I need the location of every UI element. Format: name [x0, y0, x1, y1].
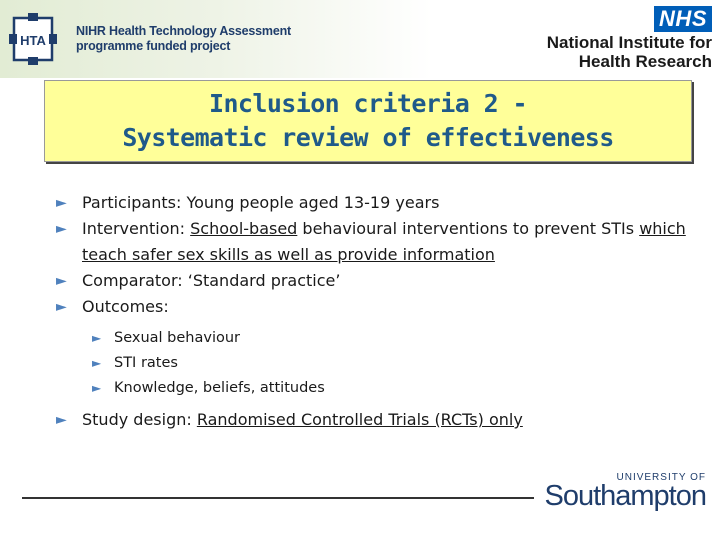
bullet-intervention — [56, 216, 696, 268]
outcome-text: STI rates — [114, 355, 178, 371]
arrow-bullet-icon: ► — [92, 356, 102, 370]
arrow-bullet-icon: ► — [56, 221, 67, 237]
nhs-logo: NHS — [654, 6, 712, 32]
outcome-text: Sexual behaviour — [114, 330, 240, 346]
arrow-bullet-icon: ► — [56, 195, 67, 211]
slide-title-line-2: Systematic review of effectiveness — [122, 123, 614, 152]
comparator-label: Comparator: — [82, 271, 188, 290]
hta-logo — [8, 12, 58, 66]
funder-text — [76, 24, 291, 54]
outcome-item — [56, 376, 696, 401]
intervention-text: behavioural interventions to prevent STIs — [297, 219, 640, 238]
institute-line-2: Health Research — [578, 52, 712, 71]
southampton-logo: Southampton — [544, 480, 706, 512]
arrow-bullet-icon: ► — [56, 412, 67, 428]
intervention-school-based: School-based — [190, 219, 298, 238]
funder-line-1: NIHR Health Technology Assessment — [76, 24, 291, 38]
intervention-label: Intervention: — [82, 219, 191, 238]
criteria-list — [56, 190, 696, 433]
slide-title-line-1: Inclusion criteria 2 - — [209, 89, 527, 118]
nihr-institute-name — [452, 33, 712, 71]
bullet-participants — [56, 190, 696, 216]
hta-logo-text: HTA — [20, 33, 46, 48]
outcome-text: Knowledge, beliefs, attitudes — [114, 380, 325, 396]
participants-value: Young people aged 13-19 years — [186, 193, 440, 212]
arrow-bullet-icon: ► — [56, 299, 67, 315]
bullet-study-design — [56, 407, 696, 433]
university-of-label: UNIVERSITY OF — [616, 472, 706, 483]
arrow-bullet-icon: ► — [92, 331, 102, 345]
arrow-bullet-icon: ► — [56, 273, 67, 289]
outcome-item — [56, 326, 696, 351]
slide-title-box — [44, 80, 692, 162]
intervention-skills-text: which teach safer sex skills as well as provide information — [82, 219, 686, 264]
arrow-bullet-icon: ► — [92, 381, 102, 395]
funder-line-2: programme funded project — [76, 39, 231, 53]
footer-rule — [22, 497, 534, 499]
design-label: Study design: — [82, 410, 197, 429]
bullet-outcomes — [56, 294, 696, 320]
design-value: Randomised Controlled Trials (RCTs) only — [196, 410, 523, 429]
comparator-value: ‘Standard practice’ — [187, 271, 341, 290]
outcome-item — [56, 351, 696, 376]
bullet-comparator — [56, 268, 696, 294]
participants-label: Participants: — [82, 193, 187, 212]
outcomes-label: Outcomes: — [82, 297, 169, 316]
institute-line-1: National Institute for — [546, 33, 712, 52]
